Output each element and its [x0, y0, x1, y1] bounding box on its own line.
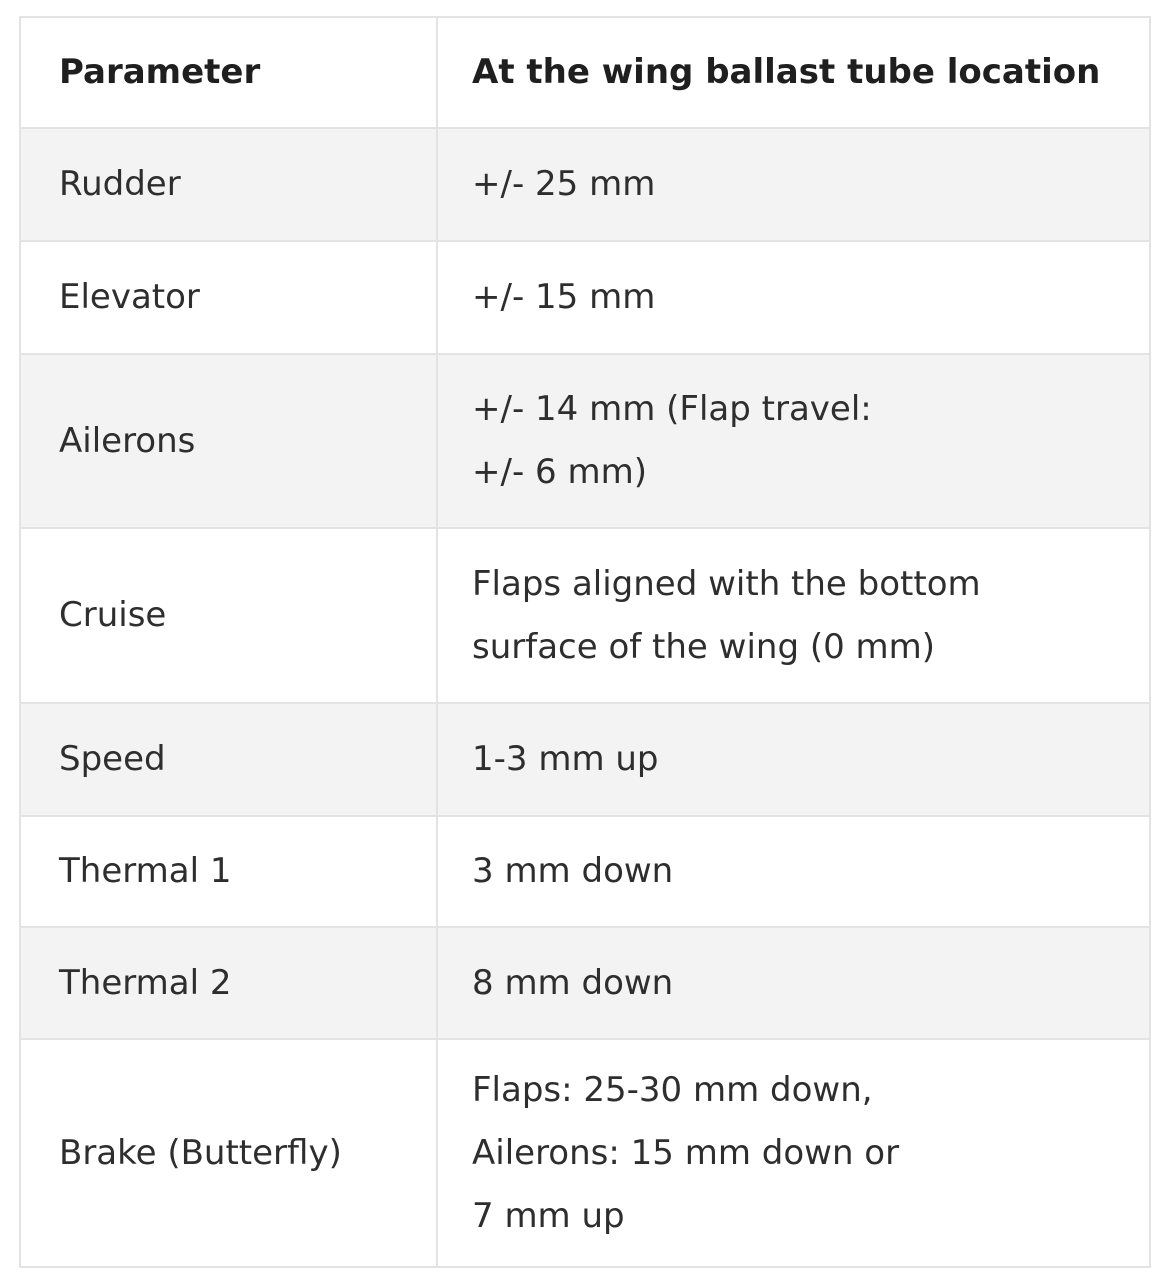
- row-value: Flaps aligned with the bottom surface of the wing (0 mm): [437, 528, 1150, 703]
- table-row: [20, 816, 1150, 927]
- row-value: 3 mm down: [437, 816, 1150, 927]
- row-value: +/- 14 mm (Flap travel: +/- 6 mm): [437, 354, 1150, 528]
- row-parameter: Brake (Butterfly): [20, 1039, 437, 1267]
- row-parameter: Rudder: [20, 128, 437, 241]
- table-row: [20, 528, 1150, 703]
- row-value: Flaps: 25-30 mm down, Ailerons: 15 mm down or 7 mm up: [437, 1039, 1150, 1267]
- settings-table: [19, 16, 1151, 1268]
- row-parameter: Speed: [20, 703, 437, 816]
- table-row: [20, 128, 1150, 241]
- header-location: At the wing ballast tube location: [437, 17, 1150, 128]
- table-header-row: [20, 17, 1150, 128]
- row-value: +/- 25 mm: [437, 128, 1150, 241]
- row-parameter: Elevator: [20, 241, 437, 354]
- row-value: 8 mm down: [437, 927, 1150, 1039]
- row-parameter: Thermal 2: [20, 927, 437, 1039]
- table-row: [20, 703, 1150, 816]
- table-row: [20, 1039, 1150, 1267]
- header-parameter: Parameter: [20, 17, 437, 128]
- table-row: [20, 354, 1150, 528]
- table-row: [20, 927, 1150, 1039]
- row-parameter: Cruise: [20, 528, 437, 703]
- row-parameter: Ailerons: [20, 354, 437, 528]
- table-row: [20, 241, 1150, 354]
- row-parameter: Thermal 1: [20, 816, 437, 927]
- row-value: +/- 15 mm: [437, 241, 1150, 354]
- row-value: 1-3 mm up: [437, 703, 1150, 816]
